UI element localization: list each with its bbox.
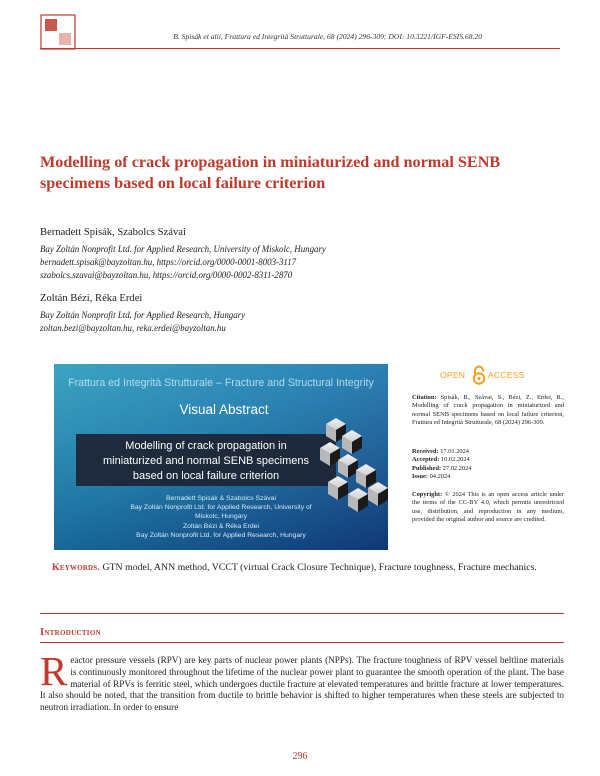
published-row <box>412 465 564 473</box>
introduction-text: eactor pressure vessels (RPV) are key parts of nuclear power plants (NPPs). The fracture toughness of RPV vessel beltline materials is continuously monitored throughout the lifetime of the nuclear power plant to guarantee the smooth operation of the plant. The base material of RPVs is ferritic steel, which undergoes ductile fracture at elevated temperatures and brittle fracture at lower temperatures. It also should be noted, that the transition from ductile to brittle behavior is shifted to higher temperatures when these steels are subjected to neutron irradiation. In order to ensure <box>40 655 564 713</box>
issue-date: 04.2024 <box>429 472 451 480</box>
authors-group-1: Bernadett Spisák, Szabolcs Szávai <box>40 227 186 238</box>
citation-text: Spisák, B., Szávai, S., Bézi, Z., Erdei, R., Modelling of crack propagation in miniaturized and normal SENB specimens based on local failure criterion, Frattura ed Integrità Strutturale, 68 (2024) 296-309. <box>412 394 564 426</box>
author-contact-2[interactable]: szabolcs.szavai@bayzoltan.hu, https://orcid.org/0000-0002-8311-2870 <box>40 270 293 280</box>
issue-label: Issue: <box>412 472 428 480</box>
journal-logo <box>40 14 76 50</box>
va-affiliation-2: Bay Zoltán Nonprofit Ltd. for Applied Research, Hungary <box>136 532 306 539</box>
accepted-row <box>412 456 564 464</box>
author-contact-3[interactable]: zoltan.bezi@bayzoltan.hu, reka.erdei@bayzoltan.hu <box>40 323 226 333</box>
page-number: 296 <box>292 751 308 762</box>
accepted-label: Accepted: <box>412 456 440 464</box>
keywords <box>52 561 564 574</box>
issue-row <box>412 473 564 481</box>
article-title: Modelling of crack propagation in miniaturized and normal SENB specimens based on local failure criterion <box>40 153 501 192</box>
received-label: Received: <box>412 448 439 455</box>
published-date: 27.02.2024 <box>442 464 472 472</box>
keywords-label: Keywords. <box>52 562 101 573</box>
copyright-block <box>412 491 564 524</box>
va-affiliation-1-line-1: Bay Zoltán Nonprofit Ltd. for Applied Research, University of <box>130 504 312 511</box>
dates-block <box>412 448 564 481</box>
va-affiliation-1-line-2: Miskolc, Hungary <box>194 513 248 520</box>
keywords-text: GTN model, ANN method, VCCT (virtual Crack Closure Technique), Fracture toughness, Fracture mechanics. <box>102 562 537 573</box>
affiliation-2: Bay Zoltán Nonprofit Ltd. for Applied Research, Hungary <box>40 310 246 320</box>
citation-label: Citation: <box>412 394 437 401</box>
va-journal-line: Frattura ed Integrità Strutturale – Fracture and Structural Integrity <box>68 377 374 389</box>
citation-block <box>412 394 564 427</box>
open-access-left: OPEN <box>440 370 466 380</box>
copyright-label: Copyright: <box>412 491 443 498</box>
open-access-lock-icon <box>472 365 486 390</box>
section-divider-bottom <box>40 642 564 643</box>
received-date: 17.01.2024 <box>440 448 469 455</box>
va-title-line-2: miniaturized and normal SENB specimens <box>102 455 310 467</box>
va-authors-1: Bernadett Spisák & Szabolcs Szávai <box>166 495 276 502</box>
copyright-text: © 2024 This is an open access article under the terms of the CC-BY 4.0, which permits unrestricted use, distribution, and reproduction in any medium, provided the original author and source are credited. <box>412 491 564 523</box>
header-divider <box>40 48 560 49</box>
received-row <box>412 448 564 456</box>
open-access-right: ACCESS <box>488 370 525 380</box>
published-label: Published: <box>412 464 442 472</box>
va-authors-2: Zoltán Bézi & Réka Erdei <box>183 523 259 530</box>
section-divider-top <box>40 613 564 614</box>
affiliation-1: Bay Zoltán Nonprofit Ltd. for Applied Research, University of Miskolc, Hungary <box>40 244 326 254</box>
open-access-badge <box>440 365 550 387</box>
visual-abstract <box>54 364 388 550</box>
va-title-line-3: based on local failure criterion <box>132 470 280 482</box>
va-title-line-1: Modelling of crack propagation in <box>125 440 287 452</box>
author-contact-1[interactable]: bernadett.spisak@bayzoltan.hu, https://orcid.org/0000-0001-8003-3117 <box>40 257 297 267</box>
introduction-heading: Introduction <box>40 627 101 638</box>
running-header: B. Spisák et alii, Frattura ed Integrità Strutturale, 68 (2024) 296-309; DOI: 10.3221/IGF-ESIS.68.20 <box>173 32 482 41</box>
introduction-body <box>40 648 564 714</box>
va-label: Visual Abstract <box>179 402 269 417</box>
authors-group-2: Zoltán Bézi, Réka Erdei <box>40 293 143 304</box>
drop-cap: R <box>40 648 68 694</box>
accepted-date: 10.02.2024 <box>440 456 470 464</box>
